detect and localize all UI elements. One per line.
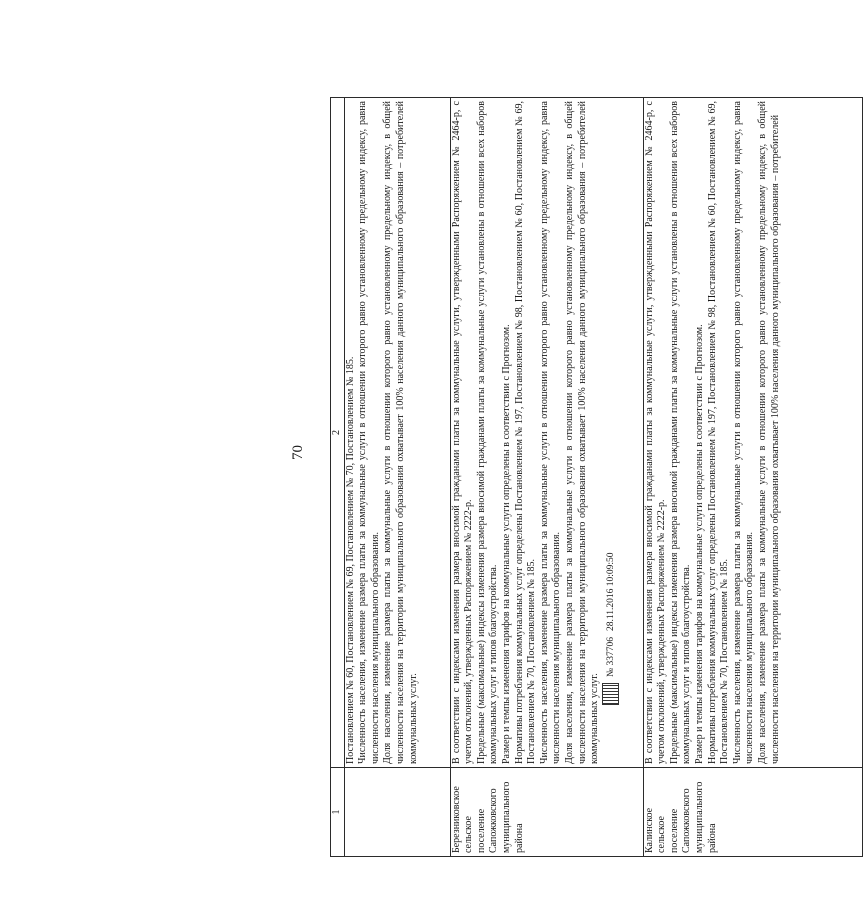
paragraph: Размер и темпы изменения тарифов на коммунальные услуги определены в соответствии с Прогнозом.: [500, 324, 512, 764]
table-row: [450, 98, 643, 857]
table-row: [643, 98, 862, 857]
barcode-stamp-icon: [602, 683, 619, 705]
paragraph: В соответствии с индексами изменения размера вносимой гражданами платы за коммунальные услуги, утвержденными Распоряжением № 2464-р, с учетом отклонений, утвержденных Распоряжением № 2222-р.: [450, 101, 475, 764]
paragraph: Численность населения, изменение размера платы за коммунальные услуги в отношении которого равно установленному предельному индексу, равна численности населения муниципального образования.: [538, 101, 563, 764]
column-header-2: 2: [331, 98, 345, 768]
document-number: № 337706: [605, 637, 616, 677]
paragraph: Численность населения, изменение размера платы за коммунальные услуги в отношении которого равно установленному предельному индексу, равна численности населения муниципального образования.: [731, 101, 756, 764]
paragraph: Доля населения, изменение размера платы за коммунальные услуги в отношении которого равно установленному предельному индексу, в общей численности населения на территории муниципального образования охватывает 100% населения данного муниципального образования – потребителей коммунальных услуг.: [563, 101, 601, 764]
paragraph: Предельные (максимальные) индексы изменения размера вносимой гражданами платы за коммунальные услуги установлены в отношении всех наборов коммунальных услуг и типов благоустройства.: [668, 101, 693, 764]
row-name-cell: Березниковское сельское поселение Сапожковского муниципального района: [450, 768, 643, 857]
paragraph: Постановлением № 60, Постановлением № 69, Постановлением № 70, Постановлением № 185.: [344, 356, 356, 764]
page-number: 70: [290, 445, 306, 460]
document-datetime: 28.11.2016 10:09:50: [605, 552, 616, 632]
row-name-cell: Калинское сельское поселение Сапожковского муниципального района: [643, 768, 862, 857]
document-footer: [602, 552, 619, 705]
paragraph: В соответствии с индексами изменения размера вносимой гражданами платы за коммунальные услуги, утвержденными Распоряжением № 2464-р, с учетом отклонений, утвержденных Распоряжением № 2222-р.: [643, 101, 668, 764]
paragraph: Численность населения, изменение размера платы за коммунальные услуги в отношении которого равно установленному предельному индексу, равна численности населения муниципального образования.: [357, 101, 381, 764]
paragraph: Нормативы потребления коммунальных услуг определены Постановлением № 197, Постановлением № 98, Постановлением № 60, Постановлением № 69, Постановлением № 70, Постановлением № 185.: [706, 101, 731, 764]
document-table: [330, 97, 863, 857]
paragraph: Размер и темпы изменения тарифов на коммунальные услуги определены в соответствии с Прогнозом.: [693, 324, 705, 764]
paragraph: Доля населения, изменение размера платы за коммунальные услуги в отношении которого равно установленному предельному индексу, в общей численности населения на территории муниципального образования охватывает 100% населения данного муниципального образования – потребителей: [756, 101, 781, 764]
paragraph: Нормативы потребления коммунальных услуг определены Постановлением № 197, Постановлением № 98, Постановлением № 60, Постановлением № 69, Постановлением № 70, Постановлением № 185.: [513, 101, 538, 764]
paragraph: Доля населения, изменение размера платы за коммунальные услуги в отношении которого равно установленному предельному индексу, в общей численности населения на территории муниципального образования охватывает 100% населения данного муниципального образования – потребителей коммунальных услуг.: [382, 101, 419, 764]
row-name-cell: [344, 768, 450, 857]
paragraph: Предельные (максимальные) индексы изменения размера вносимой гражданами платы за коммунальные услуги установлены в отношении всех наборов коммунальных услуг и типов благоустройства.: [475, 101, 500, 764]
row-content-cell: [344, 98, 450, 768]
table-row: [344, 98, 450, 857]
table-header-row: [331, 98, 345, 857]
row-content-cell: [643, 98, 862, 768]
column-header-1: 1: [331, 768, 345, 857]
